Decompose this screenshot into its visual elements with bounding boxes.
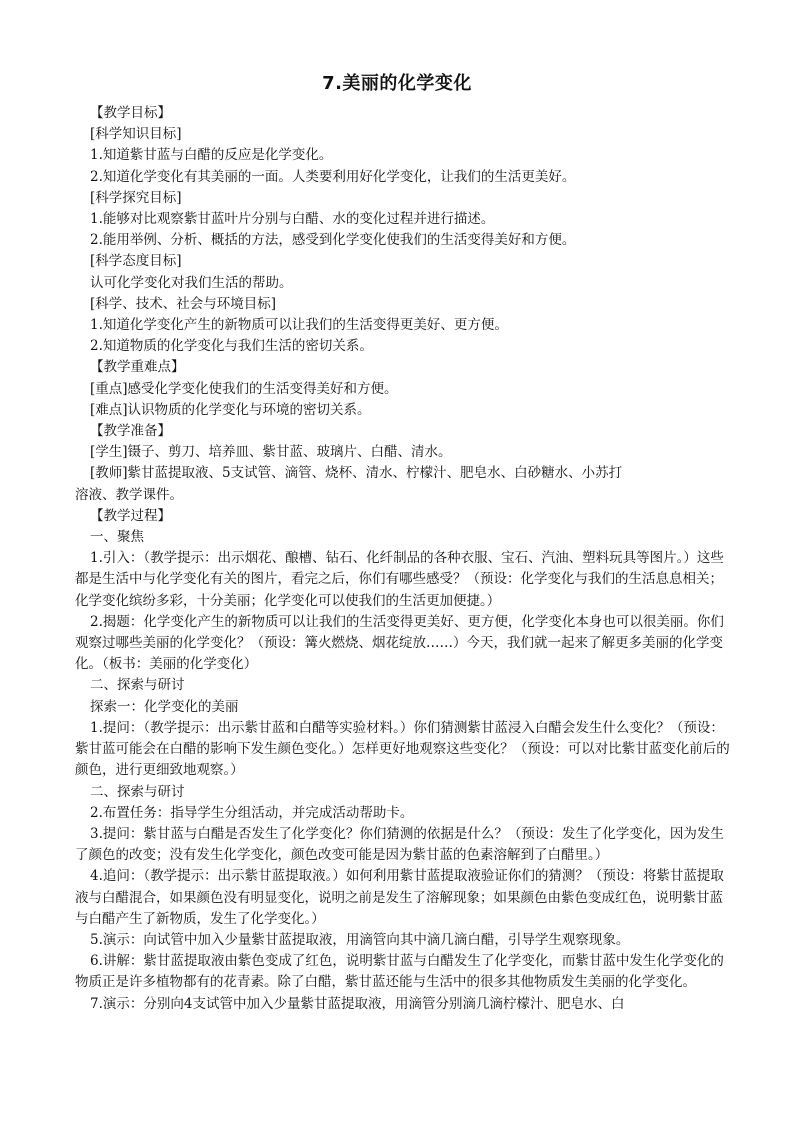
paragraph: [科学探究目标] bbox=[90, 189, 182, 206]
paragraph: [科学、技术、社会与环境目标] bbox=[90, 295, 277, 312]
paragraph: 【教学目标】 bbox=[90, 105, 171, 121]
paragraph: 认可化学变化对我们生活的帮助。 bbox=[90, 274, 293, 291]
paragraph: 1.知道化学变化产生的新物质可以让我们的生活变得更美好、更方便。 bbox=[90, 317, 508, 334]
paragraph: 4.追问：（教学提示：出示紫甘蓝提取液。）如何利用紫甘蓝提取液验证你们的猜测？（预设：将紫甘蓝提取液与白醋混合，如果颜色没有明显变化，说明之前是发生了溶解现象；如果颜色由紫色变成红色，说明紫甘蓝与白醋产生了新物质，发生了化学变化。） bbox=[75, 868, 724, 927]
paragraph: 1.能够对比观察紫甘蓝叶片分别与白醋、水的变化过程并进行描述。 bbox=[90, 211, 495, 228]
paragraph: 2.知道物质的化学变化与我们生活的密切关系。 bbox=[90, 338, 373, 355]
paragraph: 【教学准备】 bbox=[90, 423, 171, 440]
paragraph: 探索一：化学变化的美丽 bbox=[90, 698, 239, 715]
paragraph: [学生]镊子、剪刀、培养皿、紫甘蓝、玻璃片、白醋、清水。 bbox=[90, 444, 452, 461]
paragraph: 1.提问：（教学提示：出示紫甘蓝和白醋等实验材料。）你们猜测紫甘蓝浸入白醋会发生什么变化？（预设：紫甘蓝可能会在白醋的影响下发生颜色变化。）怎样更好地观察这些变化？（预设：可以对比紫甘蓝变化前后的颜色，进行更细致地观察。） bbox=[75, 719, 730, 779]
paragraph: 【教学重难点】 bbox=[90, 359, 185, 376]
paragraph: 5.演示：向试管中加入少量紫甘蓝提取液，用滴管向其中滴几滴白醋，引导学生观察现象。 bbox=[90, 931, 630, 948]
paragraph: 一、聚焦 bbox=[90, 529, 144, 546]
paragraph: 1.引入：（教学提示：出示烟花、酿槽、钻石、化纤制品的各种衣服、宝石、汽油、塑料玩具等图片。）这些都是生活中与化学变化有关的图片，看完之后，你们有哪些感受？（预设：化学变化与我们的生活息息相关；化学变化缤纷多彩，十分美丽；化学变化可以使我们的生活更加便捷。） bbox=[75, 550, 724, 609]
paragraph: 【教学过程】 bbox=[90, 507, 171, 524]
paragraph: [难点]认识物质的化学变化与环境的密切关系。 bbox=[90, 401, 371, 418]
paragraph: 溶液、教学课件。 bbox=[75, 486, 183, 503]
paragraph: [科学知识目标] bbox=[90, 126, 182, 143]
paragraph: 6.讲解：紫甘蓝提取液由紫色变成了红色，说明紫甘蓝与白醋发生了化学变化，而紫甘蓝中发生化学变化的物质正是许多植物都有的花青素。除了白醋，紫甘蓝还能与生活中的很多其他物质发生美丽的化学变化。 bbox=[75, 953, 724, 991]
document-title: 7.美丽的化学变化 bbox=[322, 73, 472, 94]
paragraph: 2.揭题：化学变化产生的新物质可以让我们的生活变得更美好、更方便，化学变化本身也可以很美丽。你们观察过哪些美丽的化学变化？（预设：篝火燃烧、烟花绽放……）今天，我们就一起来了解更多美丽的化学变化。（板书：美丽的化学变化） bbox=[75, 613, 724, 673]
paragraph: 二、探索与研讨 bbox=[90, 677, 185, 694]
paragraph: 2.知道化学变化有其美丽的一面。人类要利用好化学变化，让我们的生活更美好。 bbox=[90, 168, 576, 185]
paragraph: 2.能用举例、分析、概括的方法，感受到化学变化使我们的生活变得美好和方便。 bbox=[90, 232, 576, 249]
paragraph: 7.演示：分别向4支试管中加入少量紫甘蓝提取液，用滴管分别滴几滴柠檬汁、肥皂水、白 bbox=[90, 995, 625, 1012]
paragraph: 1.知道紫甘蓝与白醋的反应是化学变化。 bbox=[90, 147, 333, 164]
paragraph: 2.布置任务：指导学生分组活动，并完成活动帮助卡。 bbox=[90, 804, 414, 821]
document-body bbox=[75, 103, 735, 1015]
paragraph: 二、探索与研讨 bbox=[90, 783, 185, 800]
paragraph: [科学态度目标] bbox=[90, 253, 182, 270]
paragraph: [重点]感受化学变化使我们的生活变得美好和方便。 bbox=[90, 380, 398, 397]
paragraph: 3.提问：紫甘蓝与白醋是否发生了化学变化？你们猜测的依据是什么？（预设：发生了化学变化，因为发生了颜色的改变；没有发生化学变化，颜色改变可能是因为紫甘蓝的色素溶解到了白醋里。） bbox=[75, 825, 724, 864]
paragraph: [教师]紫甘蓝提取液、5支试管、滴管、烧杯、清水、柠檬汁、肥皂水、白砂糖水、小苏打 bbox=[90, 465, 623, 482]
